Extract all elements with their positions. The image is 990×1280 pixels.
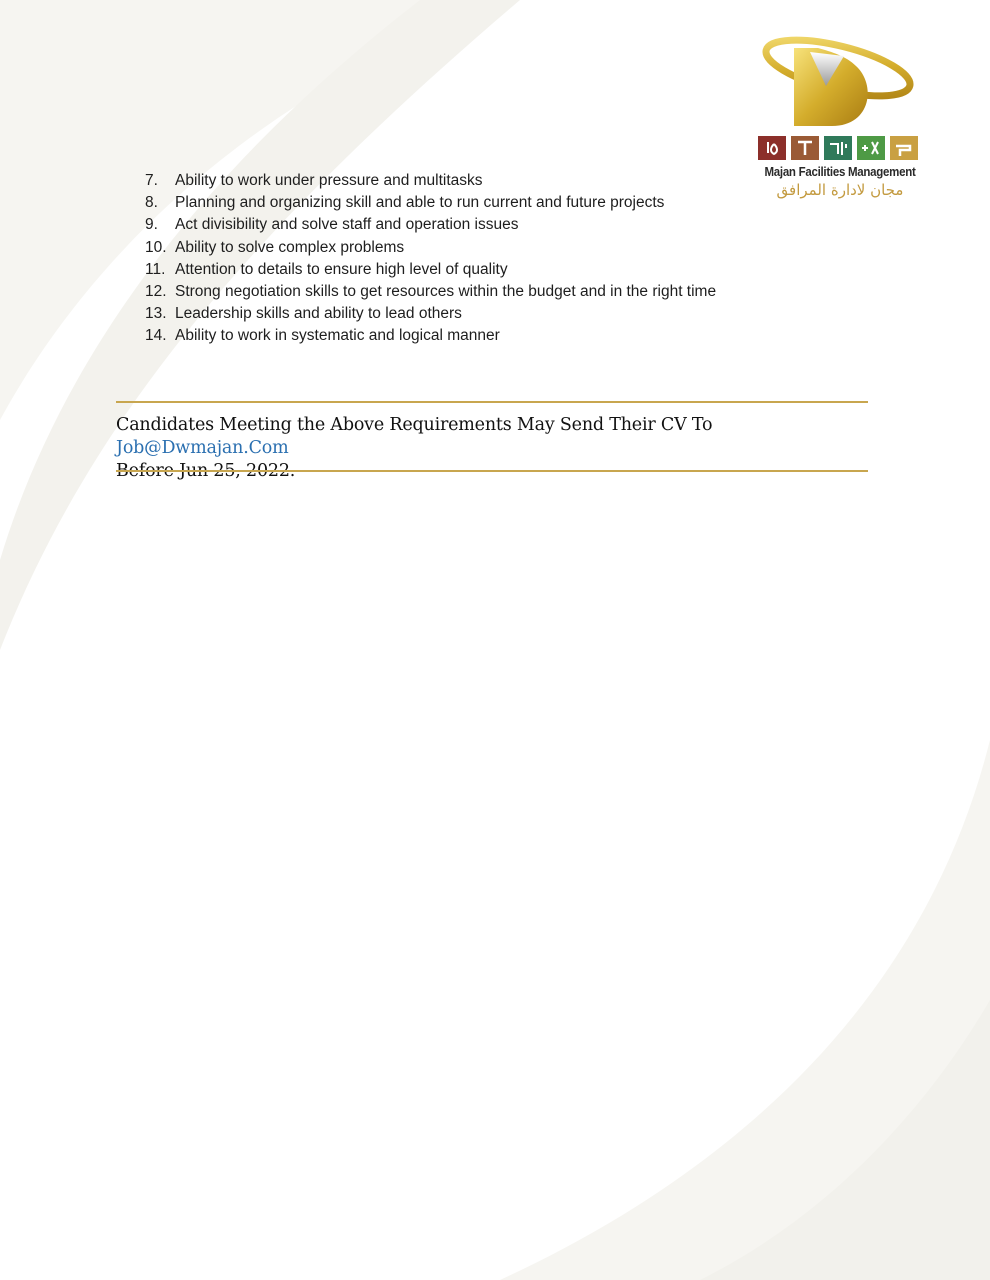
requirements-list: [145, 170, 716, 348]
email-link[interactable]: Job@Dwmajan.Com: [116, 438, 289, 458]
list-item: [145, 192, 716, 214]
list-item-number: 14.: [145, 327, 167, 345]
list-item: [145, 303, 716, 325]
list-item: [145, 259, 716, 281]
list-item-text: Strong negotiation skills to get resources within the budget and in the right time: [175, 282, 717, 300]
cta-text: Candidates Meeting the Above Requirements May Send Their CV To: [116, 415, 713, 435]
list-item-text: Ability to work under pressure and multitasks: [175, 172, 483, 189]
list-item-text: Ability to work in systematic and logical manner: [175, 327, 500, 345]
list-item: [145, 325, 716, 347]
divider-bottom: [116, 470, 868, 472]
application-instructions: [116, 414, 868, 483]
list-item: [145, 214, 716, 236]
list-item: [145, 170, 716, 192]
list-item-number: 12.: [145, 282, 167, 300]
company-name-arabic: مجان لادارة المرافق: [776, 181, 904, 199]
list-item-text: Act divisibility and solve staff and operation issues: [175, 216, 519, 234]
list-item-number: 13.: [145, 305, 167, 323]
divider-top: [116, 401, 868, 403]
list-item-text: Attention to details to ensure high level of quality: [175, 260, 508, 278]
list-item-number: 11.: [145, 260, 166, 278]
list-item-number: 9.: [145, 216, 158, 234]
list-item: [145, 281, 716, 303]
list-item-text: Ability to solve complex problems: [175, 238, 405, 256]
list-item: [145, 237, 716, 259]
company-logo: [752, 34, 928, 206]
list-item-number: 10.: [145, 238, 167, 256]
list-item-number: 8.: [145, 194, 158, 212]
cta-deadline: Before Jun 25, 2022.: [116, 461, 296, 481]
list-item-text: Planning and organizing skill and able to run current and future projects: [175, 194, 665, 212]
logo-emblem-icon: [752, 34, 928, 164]
list-item-number: 7.: [145, 172, 158, 189]
company-name: Majan Facilities Management: [764, 165, 916, 179]
list-item-text: Leadership skills and ability to lead others: [175, 305, 462, 323]
